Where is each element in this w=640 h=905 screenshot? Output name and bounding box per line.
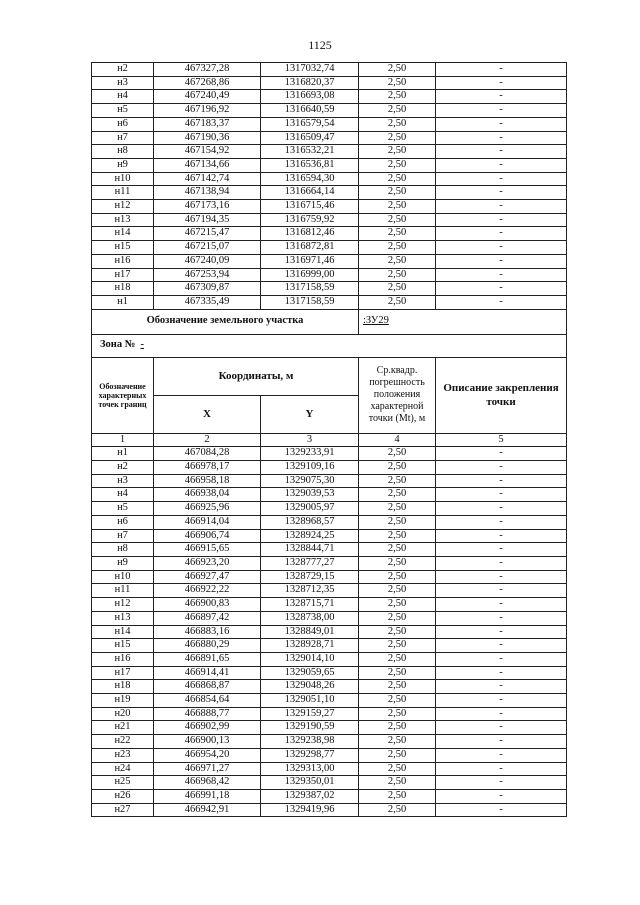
cell-y-coord: 1316594,30 <box>261 172 359 186</box>
cell-x-coord: 467173,16 <box>154 200 261 214</box>
col-number-3: 3 <box>261 433 359 447</box>
table-row <box>92 639 567 653</box>
table-row <box>92 680 567 694</box>
zone-value: - <box>140 339 145 351</box>
cell-x-coord: 467190,36 <box>154 131 261 145</box>
cell-y-coord: 1316715,46 <box>261 200 359 214</box>
table-row <box>92 584 567 598</box>
cell-x-coord: 466891,65 <box>154 652 261 666</box>
cell-description: - <box>436 172 567 186</box>
cell-error: 2,50 <box>359 254 436 268</box>
cell-point-id: н2 <box>92 63 154 77</box>
cell-description: - <box>436 186 567 200</box>
cell-point-id: н10 <box>92 172 154 186</box>
cell-y-coord: 1329238,98 <box>261 735 359 749</box>
cell-x-coord: 467309,87 <box>154 282 261 296</box>
table-row <box>92 90 567 104</box>
cell-description: - <box>436 282 567 296</box>
cell-point-id: н22 <box>92 735 154 749</box>
cell-x-coord: 466915,65 <box>154 543 261 557</box>
cell-error: 2,50 <box>359 680 436 694</box>
cell-error: 2,50 <box>359 268 436 282</box>
cell-point-id: н17 <box>92 268 154 282</box>
table-row <box>92 543 567 557</box>
cell-error: 2,50 <box>359 570 436 584</box>
cell-error: 2,50 <box>359 488 436 502</box>
table-row <box>92 474 567 488</box>
cell-y-coord: 1329109,16 <box>261 461 359 475</box>
cell-point-id: н3 <box>92 76 154 90</box>
cell-point-id: н8 <box>92 543 154 557</box>
col-number-5: 5 <box>436 433 567 447</box>
cell-y-coord: 1316532,21 <box>261 145 359 159</box>
cell-error: 2,50 <box>359 789 436 803</box>
cell-error: 2,50 <box>359 707 436 721</box>
cell-y-coord: 1329387,02 <box>261 789 359 803</box>
cell-y-coord: 1328729,15 <box>261 570 359 584</box>
cell-description: - <box>436 666 567 680</box>
cell-point-id: н6 <box>92 515 154 529</box>
table-row <box>92 186 567 200</box>
cell-point-id: н6 <box>92 117 154 131</box>
cell-description: - <box>436 295 567 309</box>
cell-y-coord: 1328712,35 <box>261 584 359 598</box>
cell-y-coord: 1316971,46 <box>261 254 359 268</box>
cell-error: 2,50 <box>359 117 436 131</box>
cell-error: 2,50 <box>359 515 436 529</box>
table-row <box>92 282 567 296</box>
zone-label: Зона № <box>100 339 136 351</box>
cell-point-id: н24 <box>92 762 154 776</box>
cell-y-coord: 1328844,71 <box>261 543 359 557</box>
cell-description: - <box>436 611 567 625</box>
header-coordinates: Координаты, м <box>154 357 359 395</box>
cell-point-id: н13 <box>92 213 154 227</box>
cell-x-coord: 466854,64 <box>154 694 261 708</box>
cell-y-coord: 1316820,37 <box>261 76 359 90</box>
cell-y-coord: 1329075,30 <box>261 474 359 488</box>
cell-description: - <box>436 584 567 598</box>
cell-error: 2,50 <box>359 556 436 570</box>
cell-error: 2,50 <box>359 543 436 557</box>
cell-y-coord: 1317032,74 <box>261 63 359 77</box>
coordinates-table <box>91 62 567 817</box>
table-row <box>92 268 567 282</box>
cell-y-coord: 1329014,10 <box>261 652 359 666</box>
cell-point-id: н12 <box>92 200 154 214</box>
table-row <box>92 611 567 625</box>
cell-error: 2,50 <box>359 652 436 666</box>
cell-description: - <box>436 556 567 570</box>
cell-x-coord: 467196,92 <box>154 104 261 118</box>
cell-error: 2,50 <box>359 666 436 680</box>
cell-error: 2,50 <box>359 639 436 653</box>
cell-error: 2,50 <box>359 241 436 255</box>
table-row <box>92 515 567 529</box>
cell-x-coord: 467138,94 <box>154 186 261 200</box>
cell-y-coord: 1328849,01 <box>261 625 359 639</box>
cell-y-coord: 1316999,00 <box>261 268 359 282</box>
table-row <box>92 131 567 145</box>
cell-y-coord: 1329059,65 <box>261 666 359 680</box>
col-number-4: 4 <box>359 433 436 447</box>
table-row <box>92 227 567 241</box>
cell-y-coord: 1317158,59 <box>261 295 359 309</box>
cell-error: 2,50 <box>359 803 436 817</box>
cell-point-id: н3 <box>92 474 154 488</box>
table-row <box>92 694 567 708</box>
table-row <box>92 666 567 680</box>
cell-description: - <box>436 63 567 77</box>
cell-description: - <box>436 762 567 776</box>
table2-body <box>92 447 567 817</box>
cell-y-coord: 1316693,08 <box>261 90 359 104</box>
cell-x-coord: 466922,22 <box>154 584 261 598</box>
cell-point-id: н5 <box>92 502 154 516</box>
cell-error: 2,50 <box>359 611 436 625</box>
cell-x-coord: 466900,83 <box>154 598 261 612</box>
cell-description: - <box>436 254 567 268</box>
cell-point-id: н11 <box>92 584 154 598</box>
cell-description: - <box>436 488 567 502</box>
table-row <box>92 241 567 255</box>
table-row <box>92 488 567 502</box>
cell-point-id: н8 <box>92 145 154 159</box>
table-row <box>92 776 567 790</box>
cell-error: 2,50 <box>359 158 436 172</box>
table-row <box>92 76 567 90</box>
cell-y-coord: 1329313,00 <box>261 762 359 776</box>
header-description: Описание закрепления точки <box>436 357 567 433</box>
cell-y-coord: 1329051,10 <box>261 694 359 708</box>
cell-y-coord: 1328738,00 <box>261 611 359 625</box>
cell-point-id: н14 <box>92 625 154 639</box>
cell-point-id: н9 <box>92 556 154 570</box>
cell-y-coord: 1316812,46 <box>261 227 359 241</box>
cell-x-coord: 466968,42 <box>154 776 261 790</box>
zone-row <box>92 334 567 357</box>
cell-description: - <box>436 680 567 694</box>
cell-description: - <box>436 447 567 461</box>
cell-y-coord: 1329190,59 <box>261 721 359 735</box>
cell-y-coord: 1328715,71 <box>261 598 359 612</box>
header-x: X <box>154 395 261 433</box>
cell-y-coord: 1329350,01 <box>261 776 359 790</box>
cell-y-coord: 1317158,59 <box>261 282 359 296</box>
cell-y-coord: 1316759,92 <box>261 213 359 227</box>
cell-error: 2,50 <box>359 529 436 543</box>
table-row <box>92 63 567 77</box>
cell-x-coord: 467142,74 <box>154 172 261 186</box>
cell-x-coord: 466938,04 <box>154 488 261 502</box>
parcel-value: :ЗУ29 <box>359 309 567 334</box>
cell-description: - <box>436 789 567 803</box>
cell-x-coord: 467183,37 <box>154 117 261 131</box>
cell-error: 2,50 <box>359 104 436 118</box>
header-y: Y <box>261 395 359 433</box>
table-row <box>92 502 567 516</box>
cell-y-coord: 1328928,71 <box>261 639 359 653</box>
parcel-label: Обозначение земельного участка <box>92 309 359 334</box>
table1-body <box>92 63 567 310</box>
table-row <box>92 295 567 309</box>
cell-point-id: н16 <box>92 254 154 268</box>
parcel-section <box>92 309 567 447</box>
cell-point-id: н26 <box>92 789 154 803</box>
cell-error: 2,50 <box>359 748 436 762</box>
cell-x-coord: 466888,77 <box>154 707 261 721</box>
cell-error: 2,50 <box>359 76 436 90</box>
table-row <box>92 145 567 159</box>
cell-y-coord: 1329005,97 <box>261 502 359 516</box>
cell-x-coord: 466958,18 <box>154 474 261 488</box>
table-row <box>92 529 567 543</box>
cell-error: 2,50 <box>359 145 436 159</box>
table-row <box>92 570 567 584</box>
cell-point-id: н19 <box>92 694 154 708</box>
cell-x-coord: 467154,92 <box>154 145 261 159</box>
cell-error: 2,50 <box>359 721 436 735</box>
cell-point-id: н18 <box>92 680 154 694</box>
cell-y-coord: 1329039,53 <box>261 488 359 502</box>
cell-x-coord: 466925,96 <box>154 502 261 516</box>
cell-x-coord: 466883,16 <box>154 625 261 639</box>
cell-description: - <box>436 721 567 735</box>
cell-point-id: н1 <box>92 447 154 461</box>
cell-description: - <box>436 117 567 131</box>
header-error: Ср.квадр. погрешность положения характерной точки (Мt), м <box>359 357 436 433</box>
table-row <box>92 625 567 639</box>
cell-description: - <box>436 76 567 90</box>
table-row <box>92 652 567 666</box>
cell-x-coord: 467215,47 <box>154 227 261 241</box>
cell-x-coord: 466902,99 <box>154 721 261 735</box>
cell-description: - <box>436 694 567 708</box>
cell-error: 2,50 <box>359 200 436 214</box>
table-row <box>92 762 567 776</box>
table-row <box>92 117 567 131</box>
cell-point-id: н4 <box>92 90 154 104</box>
cell-point-id: н20 <box>92 707 154 721</box>
cell-x-coord: 466906,74 <box>154 529 261 543</box>
cell-y-coord: 1316872,81 <box>261 241 359 255</box>
cell-x-coord: 467335,49 <box>154 295 261 309</box>
cell-y-coord: 1328924,25 <box>261 529 359 543</box>
cell-description: - <box>436 707 567 721</box>
cell-x-coord: 466927,47 <box>154 570 261 584</box>
cell-error: 2,50 <box>359 776 436 790</box>
cell-error: 2,50 <box>359 461 436 475</box>
cell-x-coord: 466991,18 <box>154 789 261 803</box>
cell-point-id: н21 <box>92 721 154 735</box>
cell-error: 2,50 <box>359 227 436 241</box>
cell-x-coord: 467084,28 <box>154 447 261 461</box>
cell-x-coord: 466923,20 <box>154 556 261 570</box>
table-row <box>92 803 567 817</box>
col-number-1: 1 <box>92 433 154 447</box>
cell-y-coord: 1328968,57 <box>261 515 359 529</box>
cell-point-id: н23 <box>92 748 154 762</box>
cell-x-coord: 467268,86 <box>154 76 261 90</box>
cell-description: - <box>436 90 567 104</box>
cell-x-coord: 467194,35 <box>154 213 261 227</box>
cell-error: 2,50 <box>359 502 436 516</box>
cell-description: - <box>436 652 567 666</box>
cell-point-id: н11 <box>92 186 154 200</box>
cell-description: - <box>436 529 567 543</box>
cell-error: 2,50 <box>359 186 436 200</box>
cell-point-id: н5 <box>92 104 154 118</box>
cell-description: - <box>436 241 567 255</box>
table-row <box>92 789 567 803</box>
cell-y-coord: 1329048,26 <box>261 680 359 694</box>
cell-error: 2,50 <box>359 447 436 461</box>
cell-x-coord: 466942,91 <box>154 803 261 817</box>
table-row <box>92 707 567 721</box>
cell-description: - <box>436 803 567 817</box>
cell-y-coord: 1316536,81 <box>261 158 359 172</box>
cell-x-coord: 466954,20 <box>154 748 261 762</box>
cell-y-coord: 1329159,27 <box>261 707 359 721</box>
table-row <box>92 735 567 749</box>
cell-point-id: н9 <box>92 158 154 172</box>
cell-x-coord: 467327,28 <box>154 63 261 77</box>
cell-point-id: н1 <box>92 295 154 309</box>
table-row <box>92 447 567 461</box>
header-point-designation: Обозначение характерных точек границ <box>92 357 154 433</box>
table-row <box>92 461 567 475</box>
table-row <box>92 721 567 735</box>
cell-point-id: н10 <box>92 570 154 584</box>
cell-point-id: н12 <box>92 598 154 612</box>
cell-point-id: н25 <box>92 776 154 790</box>
cell-description: - <box>436 104 567 118</box>
cell-point-id: н14 <box>92 227 154 241</box>
cell-x-coord: 466897,42 <box>154 611 261 625</box>
cell-description: - <box>436 227 567 241</box>
cell-point-id: н15 <box>92 639 154 653</box>
cell-description: - <box>436 515 567 529</box>
cell-error: 2,50 <box>359 598 436 612</box>
cell-y-coord: 1316664,14 <box>261 186 359 200</box>
table-row <box>92 556 567 570</box>
cell-description: - <box>436 625 567 639</box>
cell-x-coord: 466914,41 <box>154 666 261 680</box>
cell-y-coord: 1328777,27 <box>261 556 359 570</box>
cell-error: 2,50 <box>359 295 436 309</box>
cell-description: - <box>436 145 567 159</box>
table-row <box>92 200 567 214</box>
cell-error: 2,50 <box>359 584 436 598</box>
cell-error: 2,50 <box>359 90 436 104</box>
cell-description: - <box>436 131 567 145</box>
table-row <box>92 104 567 118</box>
cell-y-coord: 1329298,77 <box>261 748 359 762</box>
cell-point-id: н7 <box>92 131 154 145</box>
table-row <box>92 172 567 186</box>
cell-x-coord: 466978,17 <box>154 461 261 475</box>
cell-description: - <box>436 158 567 172</box>
cell-description: - <box>436 735 567 749</box>
table-row <box>92 254 567 268</box>
cell-error: 2,50 <box>359 172 436 186</box>
cell-x-coord: 467240,49 <box>154 90 261 104</box>
cell-description: - <box>436 570 567 584</box>
page-number: 1125 <box>308 38 332 52</box>
cell-error: 2,50 <box>359 625 436 639</box>
cell-x-coord: 466900,13 <box>154 735 261 749</box>
cell-error: 2,50 <box>359 63 436 77</box>
table-row <box>92 158 567 172</box>
cell-error: 2,50 <box>359 213 436 227</box>
cell-y-coord: 1329233,91 <box>261 447 359 461</box>
table-row <box>92 748 567 762</box>
cell-x-coord: 466914,04 <box>154 515 261 529</box>
cell-x-coord: 466868,87 <box>154 680 261 694</box>
cell-point-id: н17 <box>92 666 154 680</box>
cell-x-coord: 467134,66 <box>154 158 261 172</box>
cell-x-coord: 466971,27 <box>154 762 261 776</box>
cell-description: - <box>436 776 567 790</box>
cell-x-coord: 466880,29 <box>154 639 261 653</box>
table-row <box>92 598 567 612</box>
cell-y-coord: 1316640,59 <box>261 104 359 118</box>
cell-y-coord: 1316509,47 <box>261 131 359 145</box>
cell-description: - <box>436 502 567 516</box>
cell-error: 2,50 <box>359 282 436 296</box>
cell-description: - <box>436 268 567 282</box>
cell-description: - <box>436 598 567 612</box>
cell-x-coord: 467240,09 <box>154 254 261 268</box>
cell-description: - <box>436 213 567 227</box>
cell-description: - <box>436 474 567 488</box>
cell-point-id: н15 <box>92 241 154 255</box>
cell-y-coord: 1329419,96 <box>261 803 359 817</box>
cell-point-id: н4 <box>92 488 154 502</box>
cell-y-coord: 1316579,54 <box>261 117 359 131</box>
cell-point-id: н18 <box>92 282 154 296</box>
cell-description: - <box>436 543 567 557</box>
cell-point-id: н27 <box>92 803 154 817</box>
cell-description: - <box>436 748 567 762</box>
cell-error: 2,50 <box>359 762 436 776</box>
cell-point-id: н7 <box>92 529 154 543</box>
cell-point-id: н2 <box>92 461 154 475</box>
col-number-2: 2 <box>154 433 261 447</box>
cell-error: 2,50 <box>359 474 436 488</box>
cell-description: - <box>436 200 567 214</box>
cell-point-id: н13 <box>92 611 154 625</box>
table-row <box>92 213 567 227</box>
cell-description: - <box>436 461 567 475</box>
cell-point-id: н16 <box>92 652 154 666</box>
cell-x-coord: 467253,94 <box>154 268 261 282</box>
cell-x-coord: 467215,07 <box>154 241 261 255</box>
cell-error: 2,50 <box>359 735 436 749</box>
cell-error: 2,50 <box>359 694 436 708</box>
cell-description: - <box>436 639 567 653</box>
cell-error: 2,50 <box>359 131 436 145</box>
